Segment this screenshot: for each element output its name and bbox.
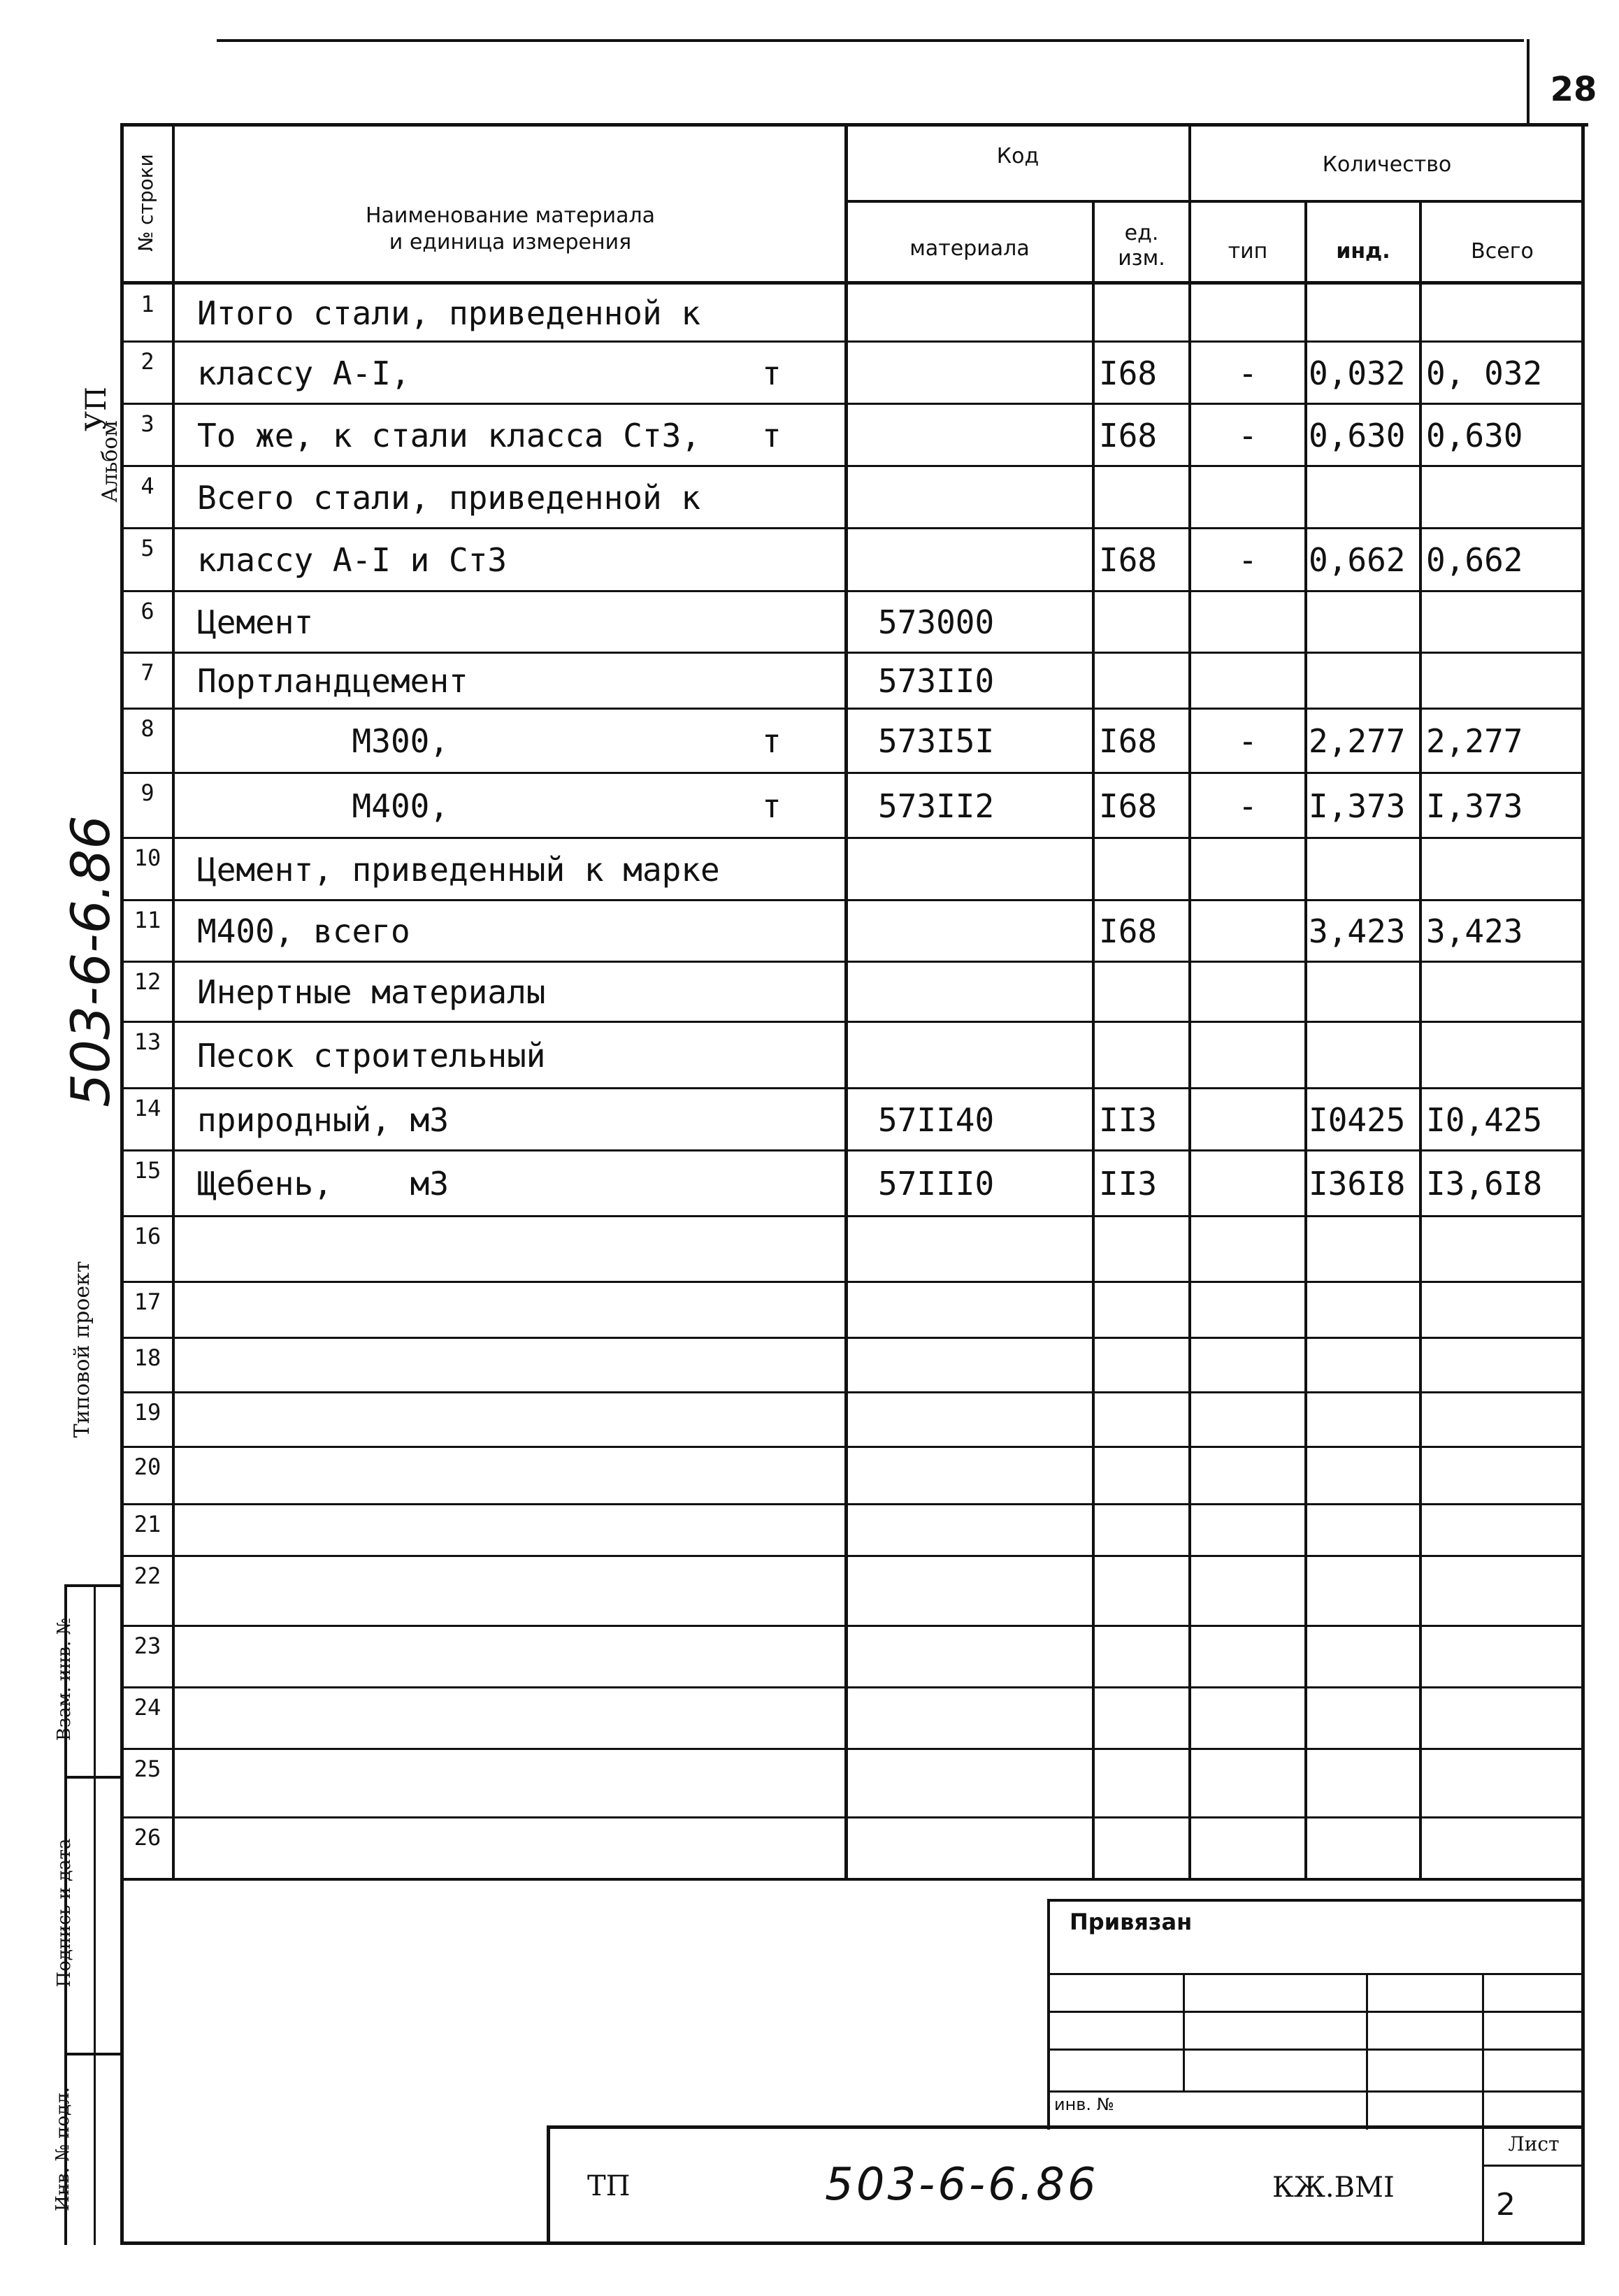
material-name: Всего стали, приведенной к: [197, 479, 701, 517]
unit-symbol: т: [762, 417, 782, 454]
header-code-unit: ед. изм.: [1118, 221, 1165, 271]
row-divider: [120, 772, 1585, 774]
row-number: 13: [134, 1028, 161, 1055]
header-material-name: Наименование материала и единица измерения: [365, 203, 656, 254]
qty-ind: I,373: [1309, 787, 1406, 825]
qty-ind: 0,630: [1309, 417, 1406, 454]
row-divider: [120, 1337, 1585, 1339]
row-divider: [120, 1503, 1585, 1505]
row-divider: [120, 340, 1585, 343]
row-number: 17: [134, 1289, 161, 1315]
row-number: 22: [134, 1563, 161, 1589]
material-name: То же, к стали класса Ст3,: [197, 417, 701, 454]
qty-ind: 0,032: [1309, 354, 1406, 392]
material-name: Песок строительный: [197, 1037, 546, 1075]
row-divider: [120, 527, 1585, 529]
row-divider: [120, 1686, 1585, 1688]
row-number: 8: [141, 715, 154, 742]
qty-total: 0,630: [1426, 417, 1523, 454]
row-number: 18: [134, 1344, 161, 1371]
material-code: 57III0: [878, 1165, 995, 1203]
header-qty-ind: инд.: [1336, 239, 1390, 264]
qty-tip: -: [1238, 541, 1258, 579]
unit-symbol: т: [762, 787, 782, 825]
header-code: Код: [996, 144, 1039, 168]
row-number: 4: [141, 473, 154, 499]
row-number: 26: [134, 1824, 161, 1851]
material-name: природный, м3: [197, 1101, 449, 1139]
row-divider: [120, 465, 1585, 467]
row-divider: [120, 1446, 1585, 1448]
qty-total: I0,425: [1426, 1101, 1543, 1139]
row-divider: [120, 1555, 1585, 1557]
material-name: Щебень, м3: [197, 1165, 449, 1203]
material-name: М400,: [197, 787, 449, 825]
row-divider: [120, 1391, 1585, 1393]
header-row-number: № строки: [134, 154, 157, 252]
unit-code: II3: [1099, 1101, 1158, 1139]
qty-tip: -: [1238, 417, 1258, 454]
material-name: Цемент: [197, 603, 314, 641]
qty-total: I,373: [1426, 787, 1523, 825]
row-divider: [120, 1087, 1585, 1089]
qty-tip: -: [1238, 787, 1258, 825]
qty-total: 2,277: [1426, 722, 1523, 760]
unit-code: I68: [1099, 541, 1158, 579]
material-code: 57II40: [878, 1101, 995, 1139]
unit-symbol: т: [762, 722, 782, 760]
row-divider: [120, 1625, 1585, 1627]
header-code-material: материала: [909, 236, 1030, 261]
row-divider: [120, 403, 1585, 405]
row-number: 23: [134, 1633, 161, 1659]
row-divider: [120, 1878, 1585, 1880]
row-number: 14: [134, 1095, 161, 1121]
stamp-signature-date: Подпись и дата: [54, 1838, 75, 1988]
row-divider: [120, 837, 1585, 839]
row-number: 16: [134, 1223, 161, 1249]
document-number: 503-6-6.86: [825, 2159, 1099, 2211]
row-divider: [120, 1215, 1585, 1217]
row-number: 10: [134, 845, 161, 871]
material-name: М300,: [197, 722, 449, 760]
typical-project-label: Типовой проект: [70, 1261, 94, 1438]
row-number: 3: [141, 410, 154, 437]
qty-tip: -: [1238, 354, 1258, 392]
album-number: УП: [80, 387, 113, 431]
sheet-value: 2: [1496, 2187, 1516, 2223]
qty-tip: -: [1238, 722, 1258, 760]
qty-total: I3,6I8: [1426, 1165, 1543, 1203]
album-label: Альбом: [98, 420, 122, 503]
material-name: Портландцемент: [197, 662, 468, 700]
unit-code: I68: [1099, 417, 1158, 454]
row-number: 15: [134, 1157, 161, 1184]
row-number: 1: [141, 291, 154, 317]
row-number: 7: [141, 659, 154, 686]
document-code: КЖ.ВМI: [1272, 2172, 1395, 2204]
unit-symbol: т: [762, 354, 782, 392]
header-qty-tip: тип: [1228, 239, 1268, 264]
tp-label: ТП: [587, 2170, 631, 2202]
row-number: 19: [134, 1399, 161, 1426]
material-code: 573000: [878, 603, 995, 641]
bound-label: Привязан: [1070, 1909, 1193, 1935]
row-divider: [120, 652, 1585, 654]
unit-code: I68: [1099, 722, 1158, 760]
header-qty-total: Всего: [1471, 239, 1534, 264]
row-number: 11: [134, 907, 161, 933]
row-number: 5: [141, 535, 154, 561]
unit-code: I68: [1099, 912, 1158, 950]
project-number-handwritten: 503-6-6.86: [59, 815, 122, 1107]
stamp-inv-original: Инв. № подл.: [52, 2087, 73, 2211]
material-name: Инертные материалы: [197, 973, 546, 1011]
row-number: 24: [134, 1694, 161, 1721]
inv-number-label: инв. №: [1054, 2095, 1114, 2114]
sheet-label: Лист: [1508, 2132, 1560, 2155]
row-divider: [120, 1816, 1585, 1818]
row-number: 2: [141, 348, 154, 375]
row-divider: [120, 899, 1585, 901]
material-name: классу А-I и Ст3: [197, 541, 508, 579]
material-code: 573II0: [878, 662, 995, 700]
row-divider: [120, 961, 1585, 963]
row-number: 20: [134, 1454, 161, 1480]
qty-total: 3,423: [1426, 912, 1523, 950]
qty-ind: I36I8: [1309, 1165, 1406, 1203]
material-code: 573I5I: [878, 722, 995, 760]
stamp-replacement-inv: Взам. инв. №: [54, 1618, 75, 1741]
row-number: 6: [141, 598, 154, 624]
row-divider: [120, 590, 1585, 592]
qty-ind: 0,662: [1309, 541, 1406, 579]
row-divider: [120, 1748, 1585, 1750]
unit-code: II3: [1099, 1165, 1158, 1203]
material-code: 573II2: [878, 787, 995, 825]
unit-code: I68: [1099, 354, 1158, 392]
qty-ind: 2,277: [1309, 722, 1406, 760]
row-divider: [120, 708, 1585, 710]
material-name: классу А-I,: [197, 354, 410, 392]
header-quantity: Количество: [1322, 152, 1452, 177]
material-name: Цемент, приведенный к марке: [197, 851, 720, 889]
row-divider: [120, 1281, 1585, 1283]
row-number: 25: [134, 1756, 161, 1782]
row-divider: [120, 1021, 1585, 1023]
qty-total: 0, 032: [1426, 354, 1543, 392]
row-number: 12: [134, 968, 161, 995]
row-divider: [120, 1149, 1585, 1151]
sheet-number: 28: [1550, 70, 1597, 109]
unit-code: I68: [1099, 787, 1158, 825]
material-name: М400, всего: [197, 912, 410, 950]
qty-ind: 3,423: [1309, 912, 1406, 950]
material-name: Итого стали, приведенной к: [197, 294, 701, 332]
row-number: 9: [141, 780, 154, 806]
row-number: 21: [134, 1511, 161, 1537]
qty-ind: I0425: [1309, 1101, 1406, 1139]
qty-total: 0,662: [1426, 541, 1523, 579]
